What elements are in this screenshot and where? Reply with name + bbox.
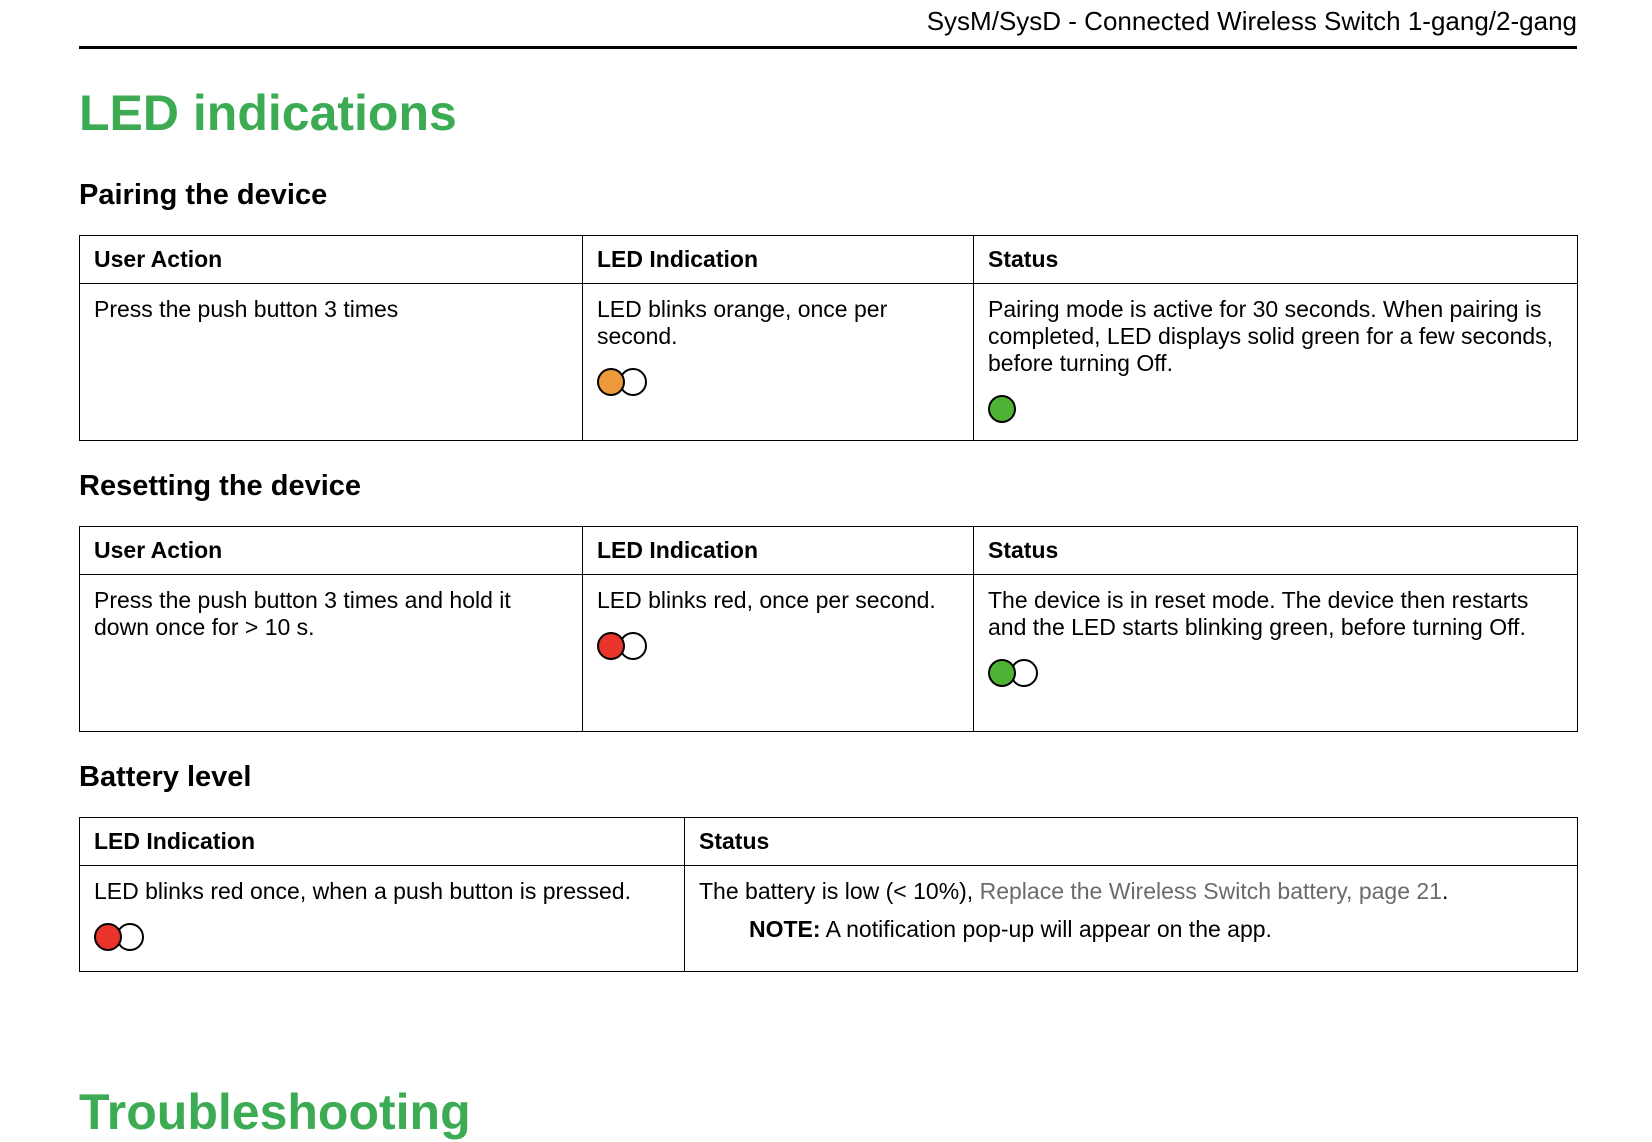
status-text-suffix: . (1441, 878, 1449, 904)
pairing-table (79, 235, 1578, 441)
led-blink-red-icon (94, 923, 148, 957)
led-indication-text: LED blinks red once, when a push button is pressed. (94, 878, 631, 904)
status-text-prefix: The battery is low (< 10%), (699, 878, 980, 904)
table-header-row (80, 527, 1578, 575)
section-title-pairing: Pairing the device (79, 179, 328, 211)
next-section-title: Troubleshooting (79, 1084, 471, 1140)
led-blink-green-icon (988, 659, 1042, 693)
user-action-cell: Press the push button 3 times (80, 284, 583, 441)
document-page (79, 0, 1577, 972)
resetting-table (79, 526, 1578, 732)
column-header-led-indication: LED Indication (583, 236, 974, 284)
battery-replacement-link[interactable]: Replace the Wireless Switch battery, page 21 (979, 878, 1442, 904)
header-rule (79, 46, 1577, 49)
table-header-row (80, 236, 1578, 284)
section-title-resetting: Resetting the device (79, 470, 362, 502)
table-header-row (80, 818, 1578, 866)
status-text (699, 878, 1563, 905)
status-cell (974, 575, 1578, 732)
led-indication-cell (583, 575, 974, 732)
column-header-led-indication: LED Indication (80, 818, 685, 866)
led-indication-text: LED blinks red, once per second. (597, 587, 936, 613)
page-title: LED indications (79, 85, 457, 141)
status-text: Pairing mode is active for 30 seconds. When pairing is completed, LED displays solid green for a few seconds, before turning Off. (988, 296, 1554, 376)
running-header: SysM/SysD - Connected Wireless Switch 1-gang/2-gang (926, 6, 1577, 36)
column-header-led-indication: LED Indication (583, 527, 974, 575)
led-solid-green-icon (988, 395, 1020, 429)
column-header-status: Status (974, 527, 1578, 575)
table-row (80, 575, 1578, 732)
led-blink-red-icon (597, 632, 651, 666)
status-cell (974, 284, 1578, 441)
table-row (80, 866, 1578, 972)
table-row (80, 284, 1578, 441)
note (699, 916, 1563, 943)
column-header-status: Status (974, 236, 1578, 284)
led-blink-orange-icon (597, 368, 651, 402)
battery-table (79, 817, 1578, 972)
note-label: NOTE: (749, 916, 821, 942)
note-text: A notification pop-up will appear on the app. (820, 916, 1272, 942)
status-text: The device is in reset mode. The device then restarts and the LED starts blinking green, before turning Off. (988, 587, 1529, 640)
status-cell (685, 866, 1578, 972)
user-action-cell: Press the push button 3 times and hold it down once for > 10 s. (80, 575, 583, 732)
column-header-user-action: User Action (80, 236, 583, 284)
column-header-user-action: User Action (80, 527, 583, 575)
column-header-status: Status (685, 818, 1578, 866)
led-indication-cell (583, 284, 974, 441)
led-indication-cell (80, 866, 685, 972)
section-title-battery: Battery level (79, 761, 252, 793)
led-indication-text: LED blinks orange, once per second. (597, 296, 888, 349)
